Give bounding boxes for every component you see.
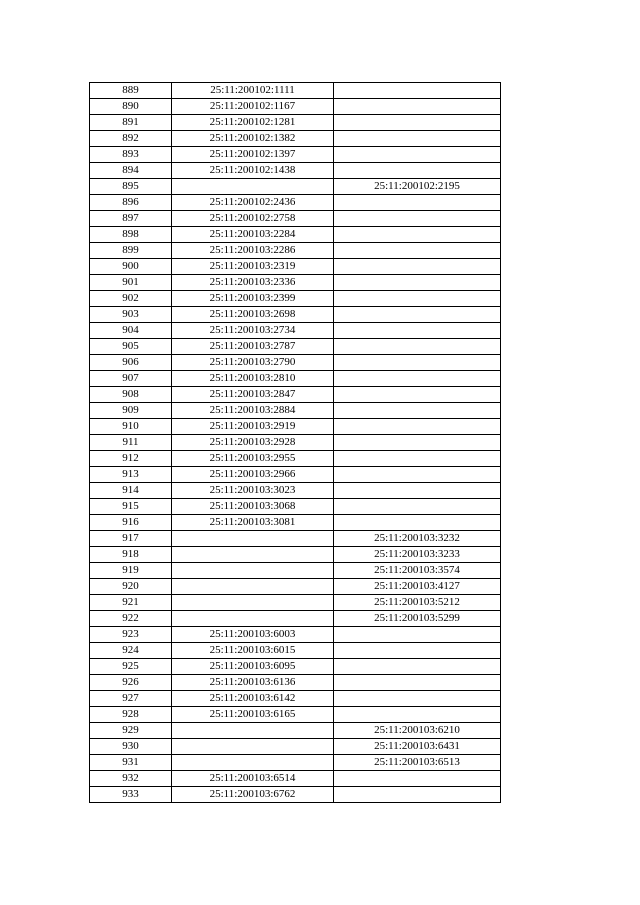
cadastral-number-cell: 25:11:200103:6095 <box>172 659 334 675</box>
cadastral-number-cell <box>172 531 334 547</box>
table-row <box>90 403 501 419</box>
table-row <box>90 675 501 691</box>
table-row <box>90 371 501 387</box>
cadastral-number-alt-cell <box>334 419 501 435</box>
row-number-cell: 931 <box>90 755 172 771</box>
table-row <box>90 419 501 435</box>
cadastral-number-alt-cell <box>334 659 501 675</box>
cadastral-number-alt-cell <box>334 483 501 499</box>
table-row <box>90 707 501 723</box>
row-number-cell: 925 <box>90 659 172 675</box>
row-number-cell: 900 <box>90 259 172 275</box>
row-number-cell: 904 <box>90 323 172 339</box>
table-row <box>90 243 501 259</box>
row-number-cell: 911 <box>90 435 172 451</box>
table-row <box>90 595 501 611</box>
cadastral-number-alt-cell <box>334 243 501 259</box>
cadastral-number-cell: 25:11:200103:2734 <box>172 323 334 339</box>
table-row <box>90 643 501 659</box>
cadastral-number-alt-cell: 25:11:200103:6210 <box>334 723 501 739</box>
table-row <box>90 323 501 339</box>
table-row <box>90 467 501 483</box>
row-number-cell: 918 <box>90 547 172 563</box>
row-number-cell: 895 <box>90 179 172 195</box>
cadastral-number-alt-cell <box>334 467 501 483</box>
table-row <box>90 115 501 131</box>
table-row <box>90 531 501 547</box>
cadastral-number-cell <box>172 179 334 195</box>
table-row <box>90 483 501 499</box>
cadastral-number-cell: 25:11:200103:2847 <box>172 387 334 403</box>
table-row <box>90 659 501 675</box>
table-row <box>90 787 501 803</box>
table-row <box>90 547 501 563</box>
table-row <box>90 131 501 147</box>
row-number-cell: 929 <box>90 723 172 739</box>
table-row <box>90 195 501 211</box>
cadastral-number-alt-cell <box>334 99 501 115</box>
row-number-cell: 902 <box>90 291 172 307</box>
table-row <box>90 691 501 707</box>
cadastral-number-cell: 25:11:200103:6514 <box>172 771 334 787</box>
cadastral-number-alt-cell: 25:11:200103:6513 <box>334 755 501 771</box>
row-number-cell: 919 <box>90 563 172 579</box>
row-number-cell: 897 <box>90 211 172 227</box>
cadastral-number-alt-cell: 25:11:200102:2195 <box>334 179 501 195</box>
table-row <box>90 563 501 579</box>
table-row <box>90 147 501 163</box>
cadastral-number-cell: 25:11:200103:6003 <box>172 627 334 643</box>
table-row <box>90 163 501 179</box>
cadastral-number-alt-cell: 25:11:200103:3232 <box>334 531 501 547</box>
row-number-cell: 890 <box>90 99 172 115</box>
cadastral-number-alt-cell <box>334 291 501 307</box>
cadastral-number-cell <box>172 755 334 771</box>
cadastral-number-alt-cell: 25:11:200103:5299 <box>334 611 501 627</box>
cadastral-number-cell: 25:11:200103:2698 <box>172 307 334 323</box>
cadastral-number-cell: 25:11:200103:2286 <box>172 243 334 259</box>
cadastral-number-alt-cell <box>334 771 501 787</box>
cadastral-number-cell: 25:11:200102:1382 <box>172 131 334 147</box>
cadastral-number-alt-cell: 25:11:200103:3233 <box>334 547 501 563</box>
table-row <box>90 83 501 99</box>
table-row <box>90 179 501 195</box>
row-number-cell: 909 <box>90 403 172 419</box>
cadastral-number-cell: 25:11:200102:2436 <box>172 195 334 211</box>
cadastral-number-cell: 25:11:200103:2966 <box>172 467 334 483</box>
cadastral-number-alt-cell <box>334 707 501 723</box>
cadastral-number-cell: 25:11:200103:6762 <box>172 787 334 803</box>
table-row <box>90 307 501 323</box>
row-number-cell: 916 <box>90 515 172 531</box>
cadastral-number-cell <box>172 595 334 611</box>
cadastral-number-cell <box>172 723 334 739</box>
cadastral-number-cell: 25:11:200103:2919 <box>172 419 334 435</box>
row-number-cell: 927 <box>90 691 172 707</box>
cadastral-number-cell: 25:11:200103:6136 <box>172 675 334 691</box>
row-number-cell: 901 <box>90 275 172 291</box>
cadastral-number-alt-cell <box>334 787 501 803</box>
cadastral-number-cell <box>172 579 334 595</box>
row-number-cell: 906 <box>90 355 172 371</box>
cadastral-number-alt-cell <box>334 627 501 643</box>
row-number-cell: 926 <box>90 675 172 691</box>
cadastral-number-alt-cell: 25:11:200103:4127 <box>334 579 501 595</box>
cadastral-number-table <box>89 82 501 803</box>
cadastral-number-cell: 25:11:200103:2319 <box>172 259 334 275</box>
cadastral-number-cell: 25:11:200103:2955 <box>172 451 334 467</box>
cadastral-number-cell <box>172 563 334 579</box>
cadastral-number-cell: 25:11:200102:1397 <box>172 147 334 163</box>
cadastral-number-alt-cell <box>334 115 501 131</box>
row-number-cell: 907 <box>90 371 172 387</box>
row-number-cell: 923 <box>90 627 172 643</box>
row-number-cell: 903 <box>90 307 172 323</box>
table-body <box>90 83 501 803</box>
table-row <box>90 499 501 515</box>
row-number-cell: 932 <box>90 771 172 787</box>
row-number-cell: 933 <box>90 787 172 803</box>
cadastral-number-cell: 25:11:200103:3068 <box>172 499 334 515</box>
table-row <box>90 99 501 115</box>
cadastral-number-cell <box>172 611 334 627</box>
cadastral-number-alt-cell <box>334 323 501 339</box>
cadastral-number-alt-cell <box>334 275 501 291</box>
table-row <box>90 579 501 595</box>
row-number-cell: 912 <box>90 451 172 467</box>
cadastral-number-cell: 25:11:200103:6142 <box>172 691 334 707</box>
cadastral-number-cell: 25:11:200102:1167 <box>172 99 334 115</box>
table-row <box>90 451 501 467</box>
cadastral-number-alt-cell <box>334 339 501 355</box>
row-number-cell: 893 <box>90 147 172 163</box>
row-number-cell: 928 <box>90 707 172 723</box>
row-number-cell: 913 <box>90 467 172 483</box>
table-row <box>90 515 501 531</box>
row-number-cell: 894 <box>90 163 172 179</box>
row-number-cell: 920 <box>90 579 172 595</box>
cadastral-number-alt-cell: 25:11:200103:5212 <box>334 595 501 611</box>
table-row <box>90 259 501 275</box>
table-row <box>90 435 501 451</box>
table-row <box>90 339 501 355</box>
row-number-cell: 905 <box>90 339 172 355</box>
cadastral-number-alt-cell <box>334 163 501 179</box>
row-number-cell: 889 <box>90 83 172 99</box>
row-number-cell: 921 <box>90 595 172 611</box>
cadastral-number-cell: 25:11:200102:1281 <box>172 115 334 131</box>
cadastral-number-cell: 25:11:200103:2928 <box>172 435 334 451</box>
cadastral-number-cell: 25:11:200102:2758 <box>172 211 334 227</box>
cadastral-number-alt-cell <box>334 147 501 163</box>
cadastral-number-cell: 25:11:200103:2284 <box>172 227 334 243</box>
table-row <box>90 275 501 291</box>
cadastral-number-alt-cell <box>334 227 501 243</box>
cadastral-number-cell: 25:11:200103:6015 <box>172 643 334 659</box>
row-number-cell: 910 <box>90 419 172 435</box>
cadastral-number-alt-cell <box>334 643 501 659</box>
cadastral-number-alt-cell: 25:11:200103:6431 <box>334 739 501 755</box>
row-number-cell: 917 <box>90 531 172 547</box>
row-number-cell: 896 <box>90 195 172 211</box>
cadastral-number-alt-cell <box>334 435 501 451</box>
table-row <box>90 355 501 371</box>
cadastral-number-cell <box>172 739 334 755</box>
cadastral-number-cell: 25:11:200103:3023 <box>172 483 334 499</box>
table-row <box>90 771 501 787</box>
cadastral-number-alt-cell <box>334 451 501 467</box>
row-number-cell: 930 <box>90 739 172 755</box>
table-row <box>90 627 501 643</box>
cadastral-number-alt-cell <box>334 403 501 419</box>
row-number-cell: 908 <box>90 387 172 403</box>
cadastral-number-cell: 25:11:200103:3081 <box>172 515 334 531</box>
table-row <box>90 739 501 755</box>
cadastral-number-cell: 25:11:200103:2787 <box>172 339 334 355</box>
cadastral-number-cell: 25:11:200102:1111 <box>172 83 334 99</box>
cadastral-number-alt-cell <box>334 83 501 99</box>
table-row <box>90 755 501 771</box>
cadastral-number-cell: 25:11:200103:2336 <box>172 275 334 291</box>
cadastral-number-cell: 25:11:200103:2790 <box>172 355 334 371</box>
table-row <box>90 723 501 739</box>
row-number-cell: 899 <box>90 243 172 259</box>
table-row <box>90 211 501 227</box>
cadastral-number-alt-cell <box>334 387 501 403</box>
cadastral-number-alt-cell <box>334 355 501 371</box>
cadastral-number-cell: 25:11:200103:2399 <box>172 291 334 307</box>
cadastral-number-cell: 25:11:200103:2884 <box>172 403 334 419</box>
table-row <box>90 387 501 403</box>
cadastral-number-alt-cell <box>334 259 501 275</box>
row-number-cell: 914 <box>90 483 172 499</box>
cadastral-number-alt-cell <box>334 691 501 707</box>
row-number-cell: 924 <box>90 643 172 659</box>
cadastral-number-alt-cell <box>334 371 501 387</box>
cadastral-number-cell: 25:11:200103:6165 <box>172 707 334 723</box>
table-row <box>90 611 501 627</box>
row-number-cell: 891 <box>90 115 172 131</box>
cadastral-number-alt-cell <box>334 131 501 147</box>
row-number-cell: 892 <box>90 131 172 147</box>
cadastral-number-alt-cell <box>334 307 501 323</box>
cadastral-number-alt-cell <box>334 515 501 531</box>
cadastral-number-alt-cell <box>334 675 501 691</box>
table-row <box>90 291 501 307</box>
cadastral-number-alt-cell <box>334 499 501 515</box>
cadastral-number-alt-cell <box>334 211 501 227</box>
cadastral-number-cell <box>172 547 334 563</box>
cadastral-number-cell: 25:11:200103:2810 <box>172 371 334 387</box>
row-number-cell: 922 <box>90 611 172 627</box>
cadastral-number-alt-cell <box>334 195 501 211</box>
table-row <box>90 227 501 243</box>
cadastral-number-cell: 25:11:200102:1438 <box>172 163 334 179</box>
row-number-cell: 898 <box>90 227 172 243</box>
cadastral-number-alt-cell: 25:11:200103:3574 <box>334 563 501 579</box>
row-number-cell: 915 <box>90 499 172 515</box>
